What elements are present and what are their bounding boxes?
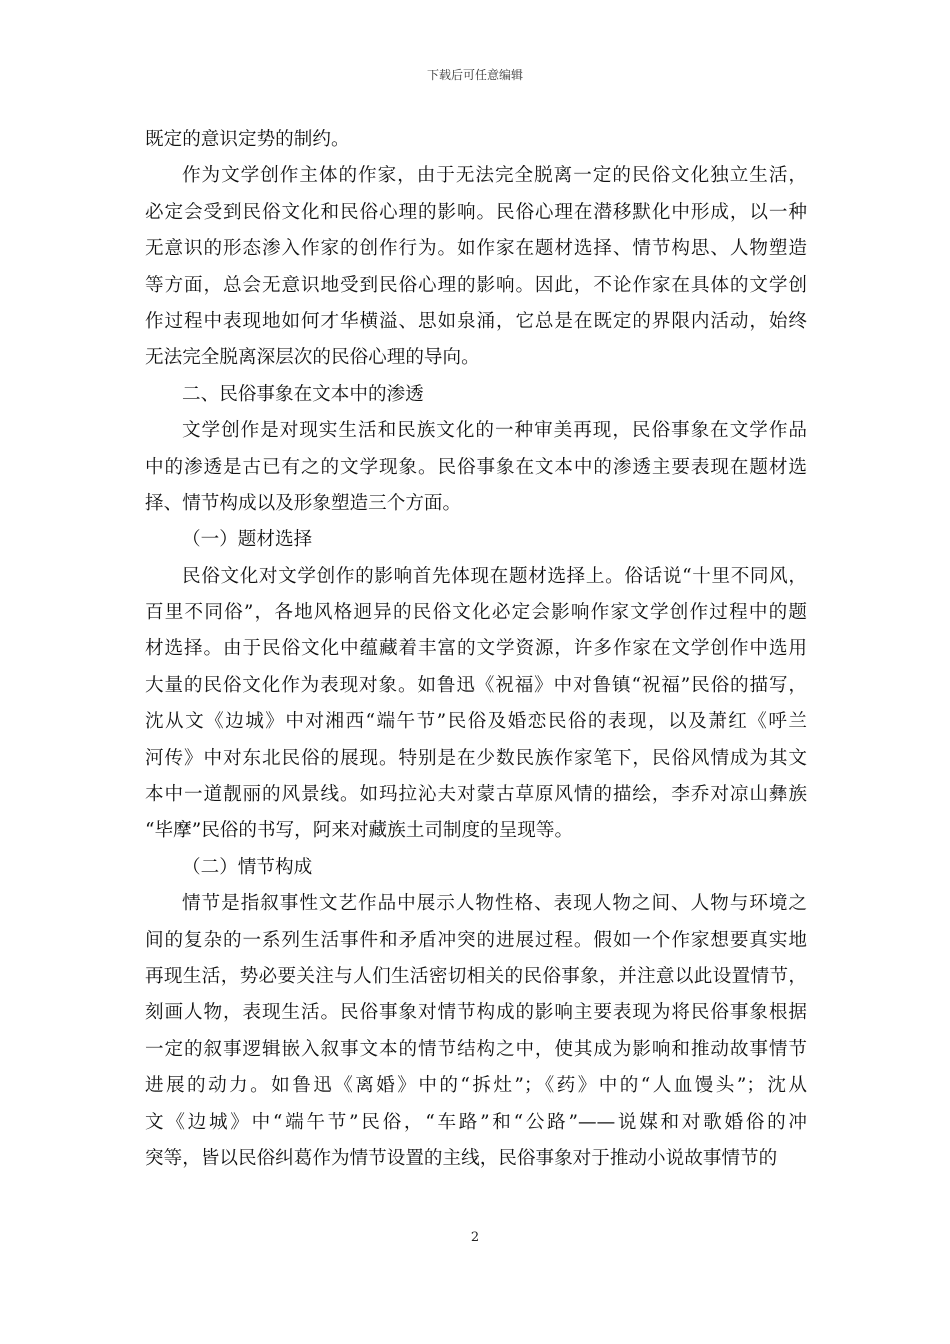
text-line: 作过程中表现地如何才华横溢、思如泉涌，它总是在既定的界限内活动，始终 <box>145 310 807 332</box>
document-body <box>145 122 807 1177</box>
text-line: 大量的民俗文化作为表现对象。如鲁迅《祝福》中对鲁镇“祝福”民俗的描写， <box>145 674 807 696</box>
paragraph <box>145 413 807 522</box>
text-line: 文学创作是对现实生活和民族文化的一种审美再现，民俗事象在文学作品 <box>182 420 807 442</box>
text-line: 必定会受到民俗文化和民俗心理的影响。民俗心理在潜移默化中形成，以一种 <box>145 201 807 223</box>
text-line: 等方面，总会无意识地受到民俗心理的影响。因此，不论作家在具体的文学创 <box>145 274 807 296</box>
text-line: 作为文学创作主体的作家，由于无法完全脱离一定的民俗文化独立生活， <box>182 165 807 187</box>
page-number: 2 <box>470 1230 480 1245</box>
text-line: （二）情节构成 <box>182 856 313 878</box>
text-line: 突等，皆以民俗纠葛作为情节设置的主线，民俗事象对于推动小说故事情节的 <box>145 1147 778 1169</box>
text-line: 百里不同俗”，各地风格迥异的民俗文化必定会影响作家文学创作过程中的题 <box>145 602 807 624</box>
text-line: 既定的意识定势的制约。 <box>145 129 350 150</box>
text-line: 二、民俗事象在文本中的渗透 <box>182 383 424 405</box>
text-line: 进展的动力。如鲁迅《离婚》中的“拆灶”；《药》中的“人血馒头”；沈从 <box>145 1075 807 1097</box>
page-header: 下载后可任意编辑 <box>426 68 523 82</box>
paragraph <box>145 850 807 886</box>
text-line: 本中一道靓丽的风景线。如玛拉沁夫对蒙古草原风情的描绘，李乔对凉山彝族 <box>145 784 807 806</box>
text-line: 再现生活，势必要关注与人们生活密切相关的民俗事象，并注意以此设置情节， <box>145 965 807 987</box>
text-line: 情节是指叙事性文艺作品中展示人物性格、表现人物之间、人物与环境之 <box>182 893 807 915</box>
text-line: 间的复杂的一系列生活事件和矛盾冲突的进展过程。假如一个作家想要真实地 <box>145 929 807 951</box>
text-line: 民俗文化对文学创作的影响首先体现在题材选择上。俗话说“十里不同风， <box>182 565 807 587</box>
paragraph <box>145 522 807 558</box>
text-line: 择、情节构成以及形象塑造三个方面。 <box>145 492 462 514</box>
paragraph <box>145 559 807 850</box>
text-line: “毕摩”民俗的书写，阿来对藏族土司制度的呈现等。 <box>145 820 574 842</box>
text-line: 中的渗透是古已有之的文学现象。民俗事象在文本中的渗透主要表现在题材选 <box>145 456 807 478</box>
text-line: 文《边城》中“端午节”民俗，“车路”和“公路”——说媒和对歌婚俗的冲 <box>145 1111 807 1133</box>
text-line: 沈从文《边城》中对湘西“端午节”民俗及婚恋民俗的表现，以及萧红《呼兰 <box>145 711 807 733</box>
text-line: 无法完全脱离深层次的民俗心理的导向。 <box>145 347 480 369</box>
paragraph <box>145 122 807 158</box>
text-line: （一）题材选择 <box>182 529 313 551</box>
paragraph <box>145 886 807 1177</box>
text-line: 刻画人物，表现生活。民俗事象对情节构成的影响主要表现为将民俗事象根据 <box>145 1002 807 1024</box>
text-line: 河传》中对东北民俗的展现。特别是在少数民族作家笔下，民俗风情成为其文 <box>145 747 807 769</box>
paragraph <box>145 377 807 413</box>
text-line: 材选择。由于民俗文化中蕴藏着丰富的文学资源，许多作家在文学创作中选用 <box>145 638 807 660</box>
text-line: 无意识的形态渗入作家的创作行为。如作家在题材选择、情节构思、人物塑造 <box>145 238 807 260</box>
text-line: 一定的叙事逻辑嵌入叙事文本的情节结构之中，使其成为影响和推动故事情节 <box>145 1038 807 1060</box>
paragraph <box>145 158 807 376</box>
